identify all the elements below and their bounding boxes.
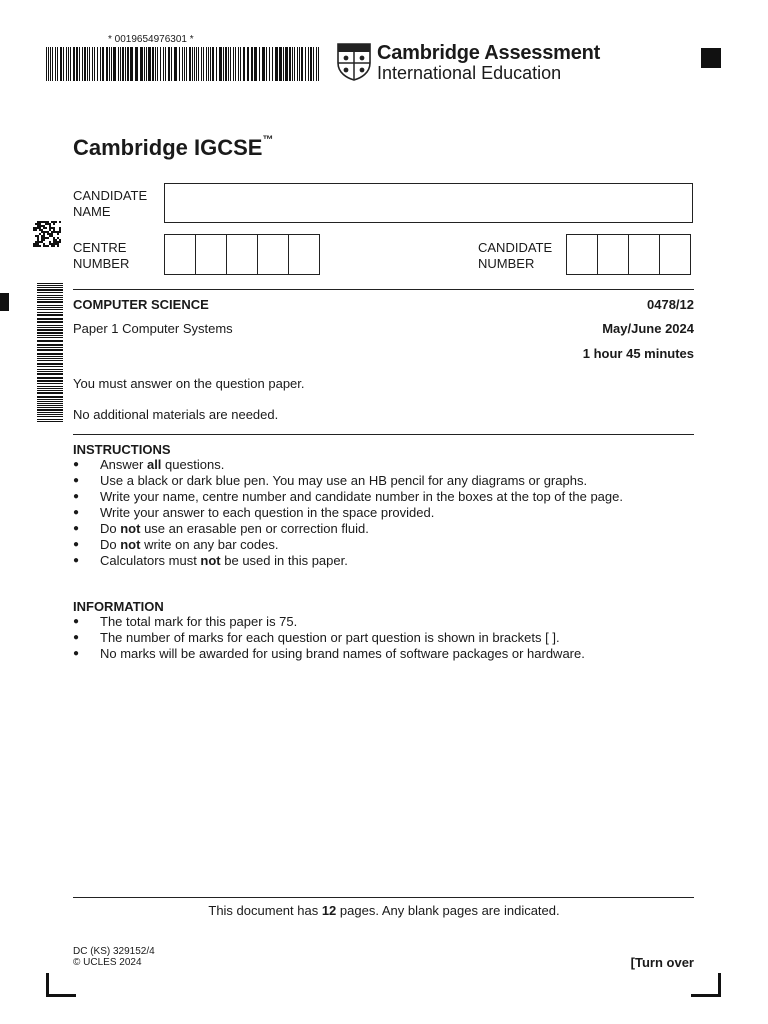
divider	[73, 434, 694, 435]
instructions-heading: INSTRUCTIONS	[73, 442, 171, 457]
vertical-barcode	[31, 283, 63, 423]
candidate-name-label: CANDIDATE NAME	[73, 188, 148, 219]
barcode-number: * 0019654976301 *	[108, 34, 194, 45]
page-count-note: This document has 12 pages. Any blank pages are indicated.	[208, 903, 560, 918]
divider	[73, 289, 694, 290]
centre-number-digit-box[interactable]	[257, 234, 289, 275]
list-item: ● Write your answer to each question in the space provided.	[73, 505, 713, 521]
list-item: ● The number of marks for each question or part question is shown in brackets [ ].	[73, 630, 713, 646]
crop-mark-bottom-right	[691, 973, 721, 997]
centre-number-label: CENTRE NUMBER	[73, 240, 130, 271]
centre-number-digit-box[interactable]	[226, 234, 258, 275]
side-registration-mark	[0, 293, 9, 311]
centre-number-field	[164, 234, 320, 275]
list-item: ● The total mark for this paper is 75.	[73, 614, 713, 630]
centre-number-digit-box[interactable]	[288, 234, 320, 275]
crop-mark-bottom-left	[46, 973, 76, 997]
instructions-list	[73, 457, 713, 569]
list-item: ● Use a black or dark blue pen. You may use an HB pencil for any diagrams or graphs.	[73, 473, 713, 489]
information-heading: INFORMATION	[73, 599, 164, 614]
logo-text-primary: Cambridge Assessment	[377, 42, 601, 64]
list-item: ● No marks will be awarded for using brand names of software packages or hardware.	[73, 646, 713, 662]
exam-duration: 1 hour 45 minutes	[582, 346, 694, 361]
logo-text-secondary: International Education	[377, 63, 562, 83]
list-item: ● Do not use an erasable pen or correction fluid.	[73, 521, 713, 537]
list-item: ● Calculators must not be used in this paper.	[73, 553, 713, 569]
materials-note: No additional materials are needed.	[73, 407, 279, 422]
candidate-number-digit-box[interactable]	[628, 234, 660, 275]
document-reference: DC (KS) 329152/4 © UCLES 2024	[73, 946, 155, 968]
turn-over-label: [Turn over	[630, 955, 694, 970]
answer-note: You must answer on the question paper.	[73, 376, 305, 391]
paper-code: 0478/12	[647, 297, 694, 312]
centre-number-digit-box[interactable]	[164, 234, 196, 275]
cambridge-shield-icon	[337, 43, 371, 81]
list-item: ● Answer all questions.	[73, 457, 713, 473]
barcode	[46, 47, 319, 81]
information-list	[73, 614, 713, 662]
subject-title: COMPUTER SCIENCE	[73, 297, 209, 312]
registration-mark	[701, 48, 721, 68]
centre-number-digit-box[interactable]	[195, 234, 227, 275]
list-item: ● Do not write on any bar codes.	[73, 537, 713, 553]
candidate-number-label: CANDIDATE NUMBER	[478, 240, 553, 271]
divider	[73, 897, 694, 898]
candidate-number-digit-box[interactable]	[659, 234, 691, 275]
paper-component: Paper 1 Computer Systems	[73, 321, 233, 336]
list-item: ● Write your name, centre number and candidate number in the boxes at the top of the page.	[73, 489, 713, 505]
candidate-number-digit-box[interactable]	[597, 234, 629, 275]
qr-code	[33, 221, 61, 247]
exam-session: May/June 2024	[602, 321, 694, 336]
candidate-number-field	[566, 234, 691, 275]
page-title: Cambridge IGCSE™	[73, 133, 274, 160]
candidate-name-field[interactable]	[164, 183, 693, 223]
candidate-number-digit-box[interactable]	[566, 234, 598, 275]
